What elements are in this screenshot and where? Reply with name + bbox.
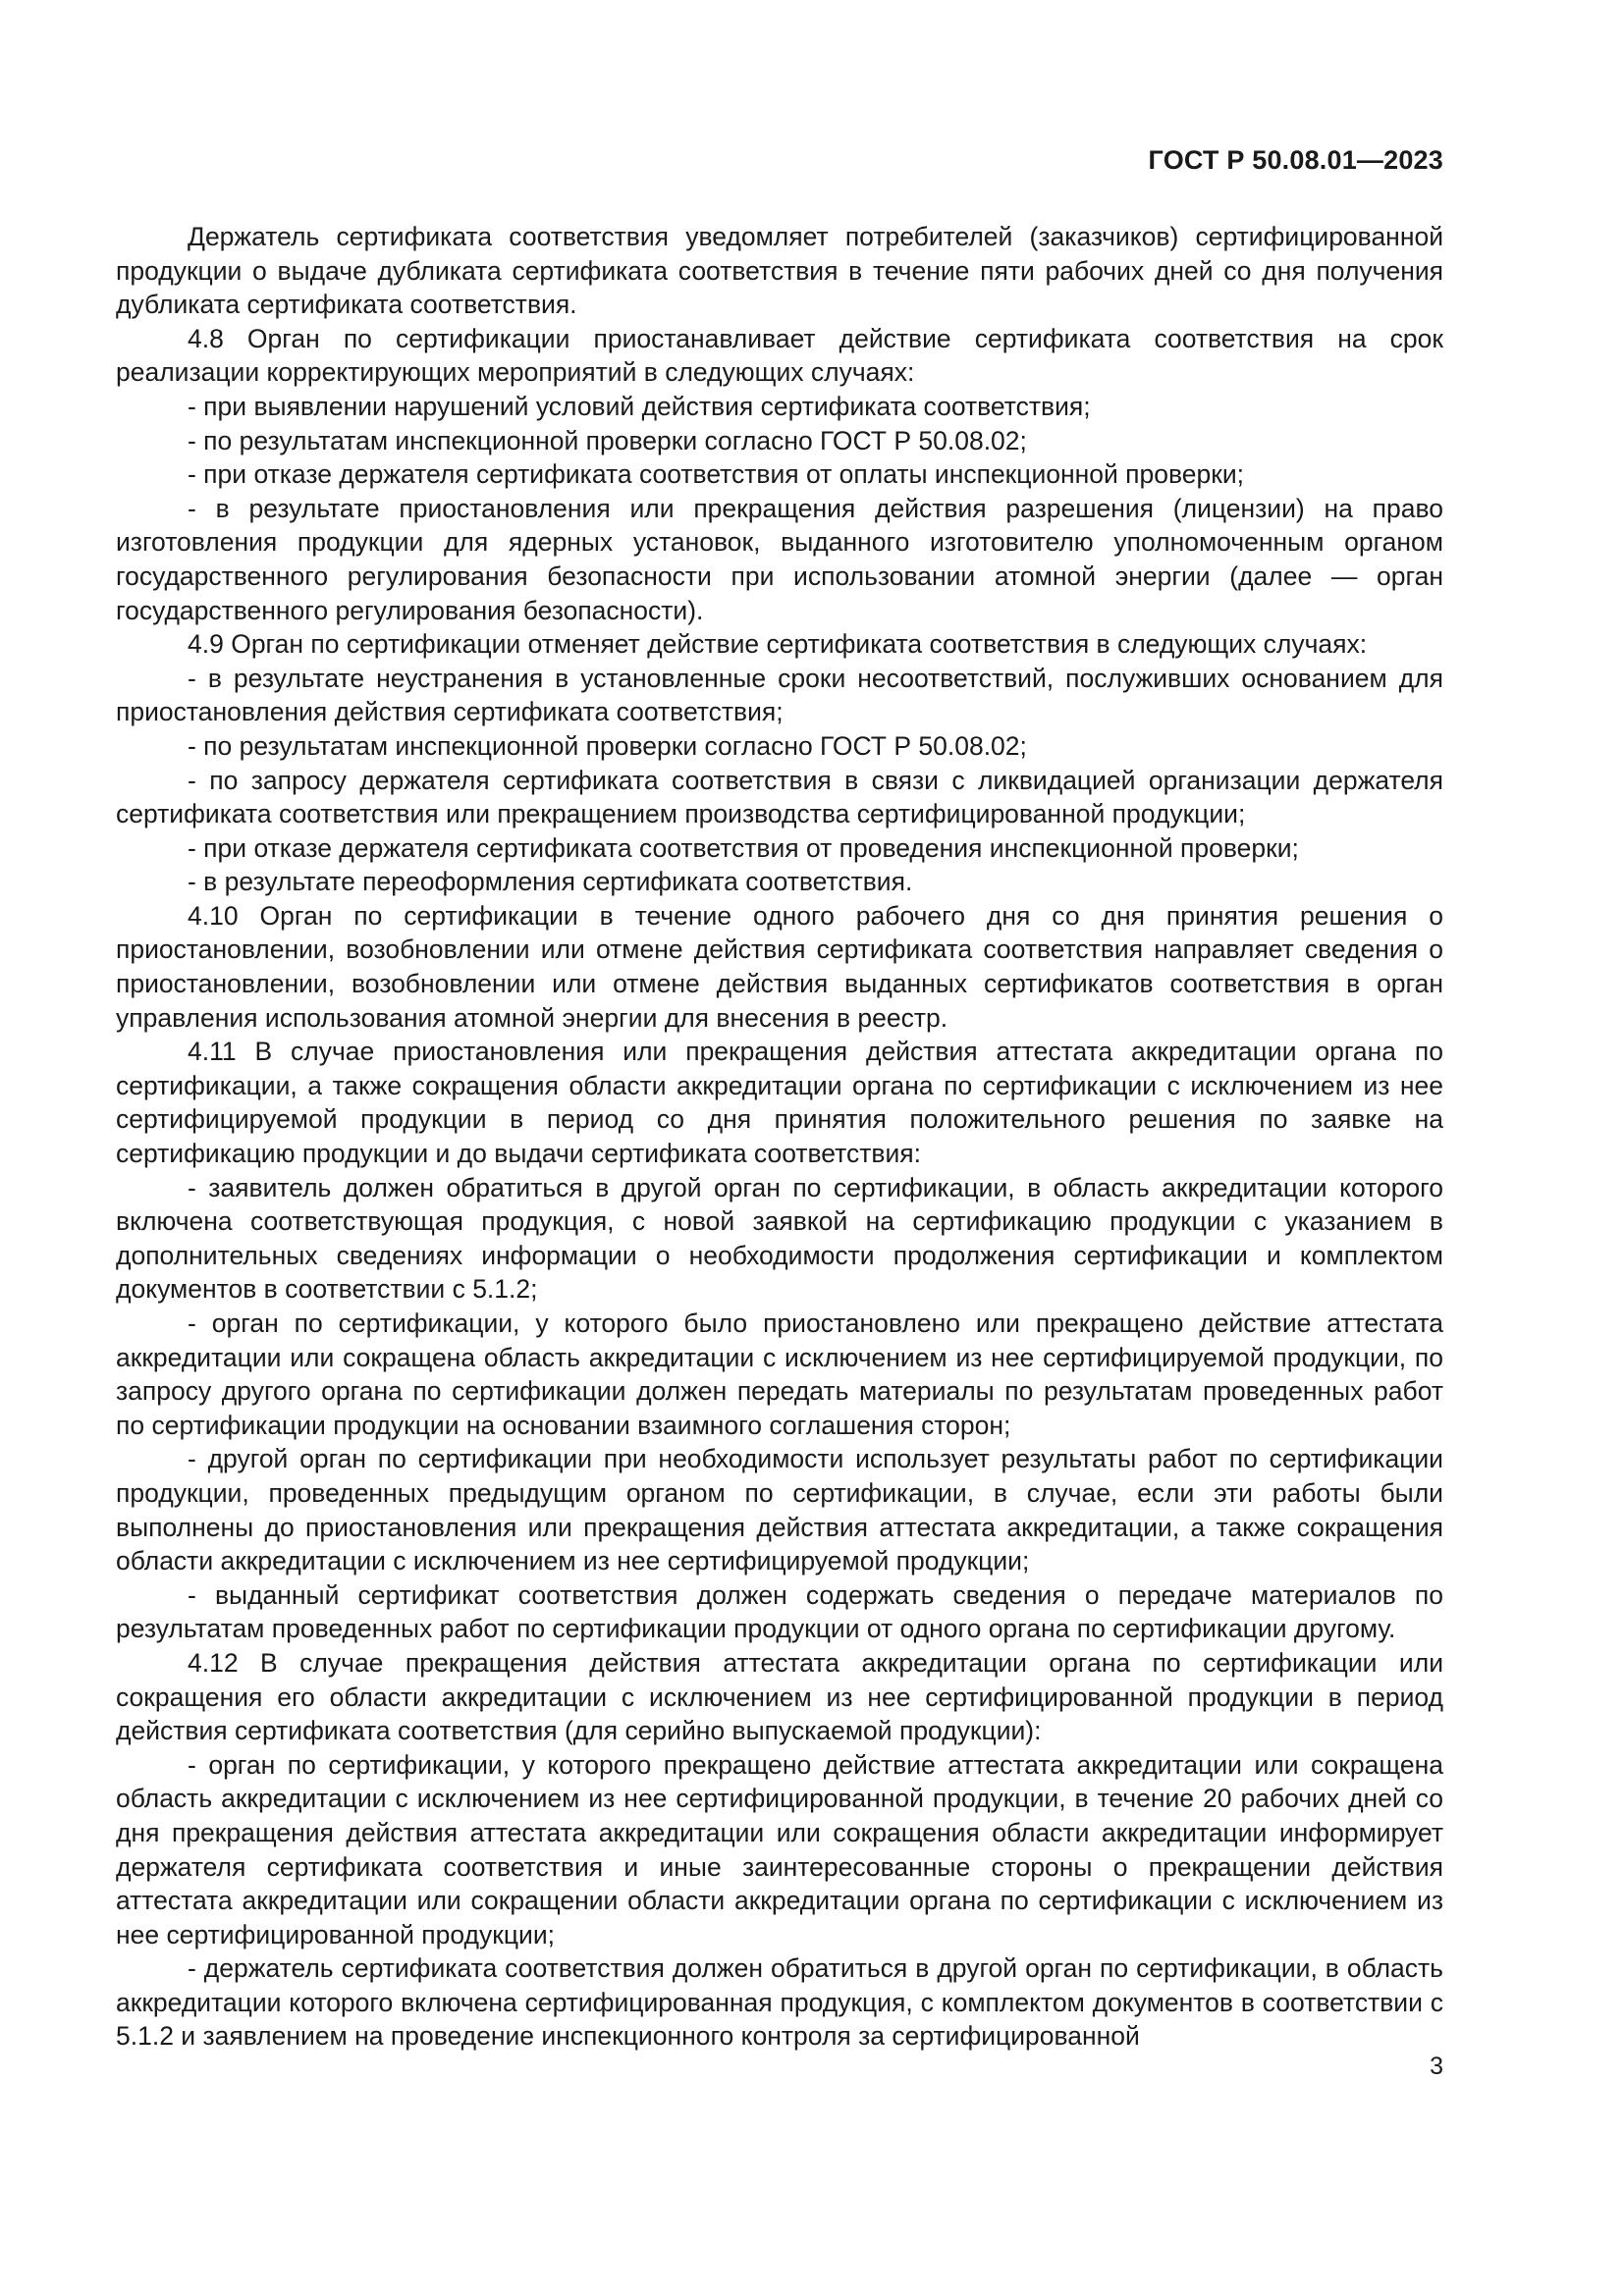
paragraph-duplicate-notice: Держатель сертификата соответствия уведомляет потребителей (заказчиков) сертифицированной продукции о выдаче дубликата сертификата соответствия в течение пяти рабочих дней со дня получения дубликата сертификата соответствия. [116,222,1443,320]
list-item: - выданный сертификат соответствия должен содержать сведения о передаче материалов по результатам проведенных работ по сертификации продукции от одного органа по сертификации другому. [116,1579,1443,1644]
list-item: - по запросу держателя сертификата соответствия в связи с ликвидацией организации держателя сертификата соответствия или прекращением производства сертифицированной продукции; [116,765,1443,829]
list-item: - при отказе держателя сертификата соответствия от проведения инспекционной проверки; [188,832,1299,863]
clause-4-10: 4.10 Орган по сертификации в течение одного рабочего дня со дня принятия решения о приостановлении, возобновлении или отмене действия сертификата соответствия направляет сведения о приостановлении, возобновлении или отмене действия выданных сертификатов соответствия в орган управления использования атомной энергии для внесения в реестр. [116,900,1443,1033]
list-item: - в результате приостановления или прекращения действия разрешения (лицензии) на право изготовления продукции для ядерных установок, выданного изготовителю уполномоченным органом государственного регулирования безопасности при использовании атомной энергии (далее — орган государственного регулирования безопасности). [116,493,1443,625]
list-item: - другой орган по сертификации при необходимости использует результаты работ по сертификации продукции, проведенных предыдущим органом по сертификации, в случае, если эти работы были выполнены до приостановления или прекращения действия аттестата аккредитации, а также сокращения области аккредитации с исключением из нее сертифицируемой продукции; [116,1444,1443,1576]
clause-4-11: 4.11 В случае приостановления или прекращения действия аттестата аккредитации органа по сертификации, а также сокращения области аккредитации органа по сертификации с исключением из нее сертифицируемой продукции в период со дня принятия положительного решения по заявке на сертификацию продукции и до выдачи сертификата соответствия: [116,1037,1443,1169]
list-item: - заявитель должен обратиться в другой орган по сертификации, в область аккредитации которого включена соответствующая продукция, с новой заявкой на сертификацию продукции с указанием в дополнительных сведениях информации о необходимости продолжения сертификации и комплектом документов в соответствии с 5.1.2; [116,1172,1443,1305]
page-number: 3 [1430,2053,1443,2080]
list-item: - орган по сертификации, у которого прекращено действие аттестата аккредитации или сокращена область аккредитации с исключением из нее сертифицированной продукции, в течение 20 рабочих дней со дня прекращения действия аттестата аккредитации или сокращения области аккредитации информирует держателя сертификата соответствия и иные заинтересованные стороны о прекращении действия аттестата аккредитации или сокращении области аккредитации органа по сертификации с исключением из нее сертифицированной продукции; [116,1749,1443,1949]
list-item: - по результатам инспекционной проверки согласно ГОСТ Р 50.08.02; [188,425,1027,455]
list-item: - орган по сертификации, у которого было приостановлено или прекращено действие аттестата аккредитации или сокращена область аккредитации с исключением из нее сертифицируемой продукции, по запросу другого органа по сертификации должен передать материалы по результатам проведенных работ по сертификации продукции на основании взаимного соглашения сторон; [116,1308,1443,1440]
clause-4-8: 4.8 Орган по сертификации приостанавливает действие сертификата соответствия на срок реализации корректирующих мероприятий в следующих случаях: [116,323,1443,388]
clause-4-12: 4.12 В случае прекращения действия аттестата аккредитации органа по сертификации или сокращения его области аккредитации с исключением из нее сертифицированной продукции в период действия сертификата соответствия (для серийно выпускаемой продукции): [116,1647,1443,1746]
list-item: - при отказе держателя сертификата соответствия от оплаты инспекционной проверки; [188,459,1245,490]
list-item: - держатель сертификата соответствия должен обратиться в другой орган по сертификации, в область аккредитации которого включена сертифицированная продукция, с комплектом документов в соответствии с 5.1.2 и заявлением на проведение инспекционного контроля за сертифицированной [116,1953,1443,2052]
clause-4-9: 4.9 Орган по сертификации отменяет действие сертификата соответствия в следующих случаях: [188,629,1368,660]
document-code: ГОСТ Р 50.08.01—2023 [1148,145,1443,175]
list-item: - в результате переоформления сертификата соответствия. [188,867,913,897]
document-body [116,220,1443,2054]
list-item: - в результате неустранения в установленные сроки несоответствий, послуживших основанием для приостановления действия сертификата соответствия; [116,663,1443,727]
list-item: - по результатам инспекционной проверки согласно ГОСТ Р 50.08.02; [188,730,1027,761]
list-item: - при выявлении нарушений условий действия сертификата соответствия; [188,391,1091,421]
